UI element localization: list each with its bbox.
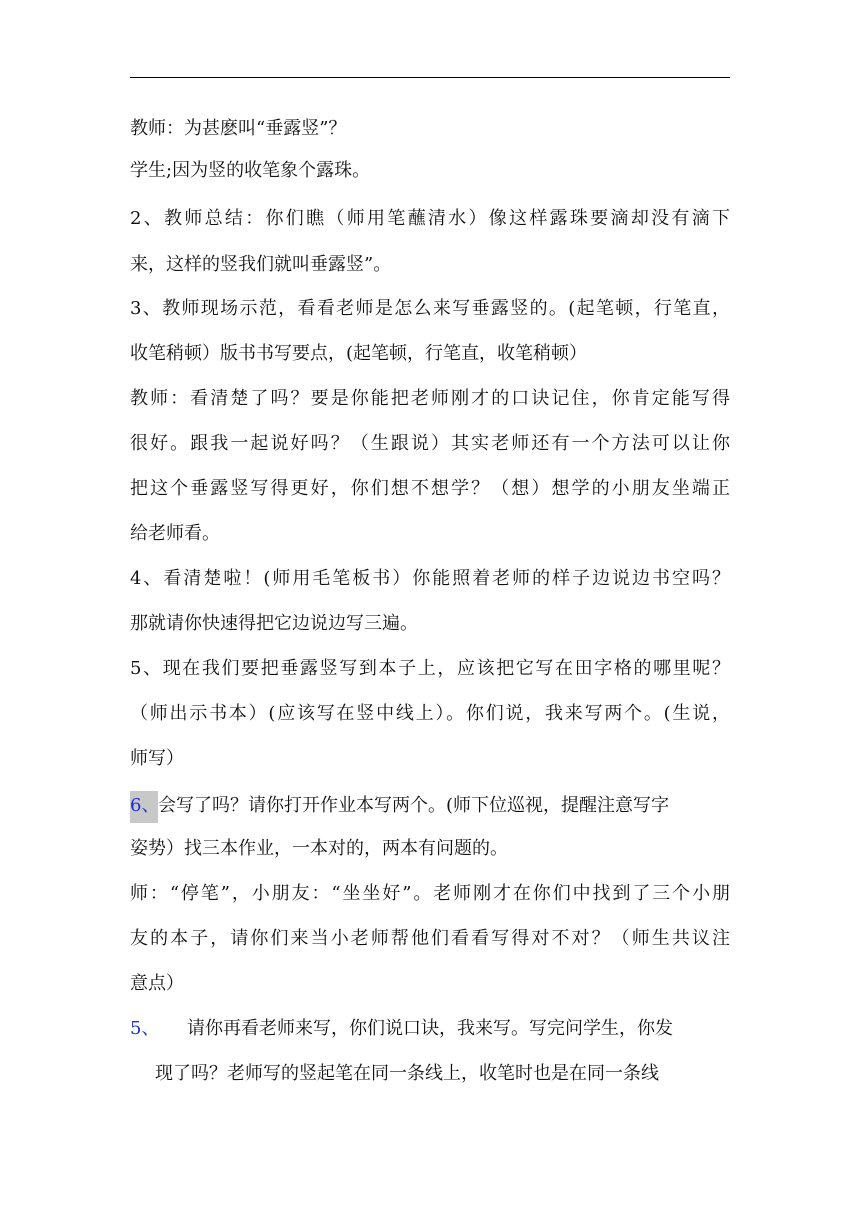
paragraph-line: 学生;因为竖的收笔象个露珠。 — [130, 160, 371, 181]
paragraph-line — [130, 1016, 673, 1042]
paragraph-line: 把这个垂露竖写得更好，你们想不想学？（想）想学的小朋友坐端正 — [130, 478, 730, 499]
header-rule — [130, 77, 730, 78]
paragraph-line: 师写） — [130, 748, 184, 769]
paragraph-line: 友的本子，请你们来当小老师帮他们看看写得对不对？（师生共议注 — [130, 928, 730, 949]
paragraph-line: 收笔稍顿）版书书写要点，(起笔顿，行笔直，收笔稍顿） — [130, 343, 588, 364]
list-number: 6、 — [130, 791, 158, 823]
paragraph-line — [130, 791, 730, 823]
paragraph-line: 教师：为甚麽叫“垂露竖”？ — [130, 118, 347, 139]
paragraph-line: 姿势）找三本作业，一本对的，两本有问题的。 — [130, 838, 508, 859]
paragraph-text: 请你再看老师来写，你们说口诀，我来写。写完问学生，你发 — [187, 1018, 673, 1039]
paragraph-line: 给老师看。 — [130, 523, 220, 544]
paragraph-line: 3、教师现场示范，看看老师是怎么来写垂露竖的。(起笔顿，行笔直， — [130, 298, 730, 319]
paragraph-line: 意点） — [130, 973, 184, 994]
paragraph-line: 5、现在我们要把垂露竖写到本子上，应该把它写在田字格的哪里呢？ — [130, 658, 730, 679]
paragraph-line: 4、看清楚啦！(师用毛笔板书）你能照着老师的样子边说边书空吗？ — [130, 568, 730, 589]
paragraph-line: 2、教师总结：你们瞧（师用笔蘸清水）像这样露珠要滴却没有滴下 — [130, 208, 730, 229]
paragraph-line: 教师：看清楚了吗？要是你能把老师刚才的口诀记住，你肯定能写得 — [130, 388, 730, 409]
paragraph-line: （师出示书本）(应该写在竖中线上）。你们说，我来写两个。(生说， — [130, 703, 730, 724]
paragraph-line: 师：“停笔”，小朋友：“坐坐好”。老师刚才在你们中找到了三个小朋 — [130, 883, 730, 904]
paragraph-line: 那就请你快速得把它边说边写三遍。 — [130, 613, 418, 634]
paragraph-text: 会写了吗？请你打开作业本写两个。(师下位巡视，提醒注意写字 — [158, 795, 670, 816]
list-number: 5、 — [130, 1018, 160, 1039]
paragraph-line: 现了吗？老师写的竖起笔在同一条线上，收笔时也是在同一条线 — [155, 1063, 659, 1084]
paragraph-line: 很好。跟我一起说好吗？（生跟说）其实老师还有一个方法可以让你 — [130, 433, 730, 454]
paragraph-line: 来，这样的竖我们就叫垂露竖”。 — [130, 254, 392, 275]
